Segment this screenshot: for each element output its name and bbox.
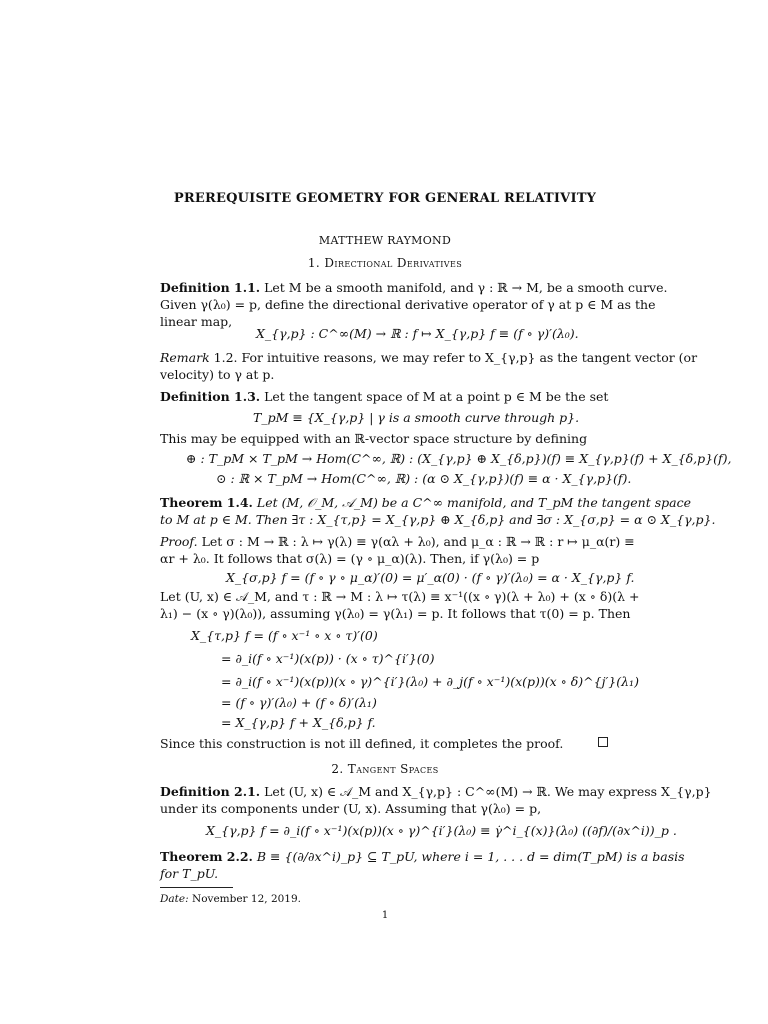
proof-text: Let σ : M → ℝ : λ ↦ γ(λ) ≡ γ(αλ + λ₀), and μ_α : ℝ → ℝ : r ↦ μ_α(r) ≡ (201, 534, 635, 549)
section-number: 1. (307, 256, 321, 270)
aligned-equation-row: = X_{γ,p} f + X_{δ,p} f. (221, 715, 376, 730)
proof-line: λ₁) − (x ∘ γ)(λ₀)), assuming γ(λ₀) = γ(λ₁) = p. It follows that τ(0) = p. Then (160, 606, 631, 621)
definition-1-1-line: Given γ(λ₀) = p, define the directional derivative operator of γ at p ∈ M as the (160, 297, 656, 312)
proof-line: αr + λ₀. It follows that σ(λ) = (γ ∘ μ_α)(λ). Then, if γ(λ₀) = p (160, 551, 540, 566)
qed-box-icon (598, 737, 608, 747)
theorem-2-2-line: for T_pU. (160, 866, 219, 881)
aligned-equation-row: = ∂_i(f ∘ x⁻¹)(x(p))(x ∘ γ)^{i′}(λ₀) + ∂_j(f ∘ x⁻¹)(x(p))(x ∘ δ)^{j′}(λ₁) (221, 674, 639, 689)
footnote-label: Date: (160, 893, 189, 905)
definition-text: Let (U, x) ∈ 𝒜_M and X_{γ,p} : C^∞(M) → ℝ. We may express X_{γ,p} (264, 784, 712, 799)
aligned-equation-row: = ∂_i(f ∘ x⁻¹)(x(p)) · (x ∘ τ)^{i′}(0) (221, 651, 435, 666)
proof-line: Let (U, x) ∈ 𝒜_M, and τ : ℝ → M : λ ↦ τ(λ) ≡ x⁻¹((x ∘ γ)(λ + λ₀) + (x ∘ δ)(λ + (160, 589, 640, 604)
aligned-equation-row: = (f ∘ γ)′(λ₀) + (f ∘ δ)′(λ₁) (221, 695, 377, 710)
proof-label: Proof. (160, 534, 198, 549)
proof-closing: Since this construction is not ill defined, it completes the proof. (160, 736, 564, 751)
theorem-1-4 (160, 494, 692, 511)
equation: ⊙ : ℝ × T_pM → Hom(C^∞, ℝ) : (α ⊙ X_{γ,p})(f) ≡ α · X_{γ,p}(f). (216, 471, 632, 486)
footnote-rule (160, 887, 233, 888)
theorem-text: B ≡ {(∂/∂x^i)_p} ⊆ T_pU, where i = 1, . . . d = dim(T_pM) is a basis (256, 849, 685, 864)
equation: ⊕ : T_pM × T_pM → Hom(C^∞, ℝ) : (X_{γ,p} ⊕ X_{δ,p})(f) ≡ X_{γ,p}(f) + X_{δ,p}(f), (186, 451, 732, 466)
section-heading-1 (160, 255, 610, 272)
page-number: 1 (381, 910, 389, 921)
definition-2-1-line: under its components under (U, x). Assuming that γ(λ₀) = p, (160, 801, 542, 816)
theorem-2-2 (160, 848, 685, 865)
remark-text: For intuitive reasons, we may refer to X_{γ,p} as the tangent vector (or (241, 350, 698, 365)
theorem-label: Theorem 2.2. (160, 849, 253, 864)
remark-1-2 (160, 349, 698, 366)
aligned-equation-row: X_{τ,p} f = (f ∘ x⁻¹ ∘ x ∘ τ)′(0) (191, 628, 378, 643)
theorem-label: Theorem 1.4. (160, 495, 253, 510)
definition-label: Definition 2.1. (160, 784, 261, 799)
remark-label: Remark (160, 350, 210, 365)
section-heading-2 (160, 761, 610, 778)
definition-label: Definition 1.1. (160, 280, 261, 295)
section-title: Tangent Spaces (347, 762, 439, 776)
definition-1-3-line: This may be equipped with an ℝ-vector space structure by defining (160, 431, 588, 446)
equation: X_{γ,p} f = ∂_i(f ∘ x⁻¹)(x(p))(x ∘ γ)^{i′}(λ₀) ≡ γ̇^i_{(x)}(λ₀) ((∂f)/(∂x^i))_p . (206, 823, 677, 838)
definition-1-3 (160, 388, 610, 405)
definition-1-1-line: linear map, (160, 314, 233, 329)
theorem-1-4-line: to M at p ∈ M. Then ∃τ : X_{τ,p} = X_{γ,p} ⊕ X_{δ,p} and ∃σ : X_{σ,p} = α ⊙ X_{γ,p}. (160, 512, 716, 527)
author: MATTHEW RAYMOND (318, 234, 452, 247)
section-number: 2. (331, 762, 344, 776)
proof (160, 533, 635, 550)
definition-text: Let M be a smooth manifold, and γ : ℝ → M, be a smooth curve. (264, 280, 668, 295)
definition-2-1 (160, 783, 712, 800)
section-title: Directional Derivatives (324, 256, 463, 270)
equation: T_pM ≡ {X_{γ,p} | γ is a smooth curve through p}. (253, 410, 580, 425)
remark-1-2-line: velocity) to γ at p. (160, 367, 275, 382)
equation: X_{σ,p} f = (f ∘ γ ∘ μ_α)′(0) = μ′_α(0) · (f ∘ γ)′(λ₀) = α · X_{γ,p} f. (226, 570, 635, 585)
definition-1-1 (160, 279, 668, 296)
definition-text: Let the tangent space of M at a point p ∈ M be the set (264, 389, 609, 404)
equation: X_{γ,p} : C^∞(M) → ℝ : f ↦ X_{γ,p} f ≡ (f ∘ γ)′(λ₀). (256, 326, 579, 341)
definition-label: Definition 1.3. (160, 389, 261, 404)
paper-title: PREREQUISITE GEOMETRY FOR GENERAL RELATIVITY (173, 191, 597, 206)
theorem-text: Let (M, 𝒪_M, 𝒜_M) be a C^∞ manifold, and T_pM the tangent space (256, 495, 692, 510)
footnote (160, 891, 610, 908)
footnote-text: November 12, 2019. (192, 893, 301, 905)
remark-number: 1.2. (213, 350, 238, 365)
